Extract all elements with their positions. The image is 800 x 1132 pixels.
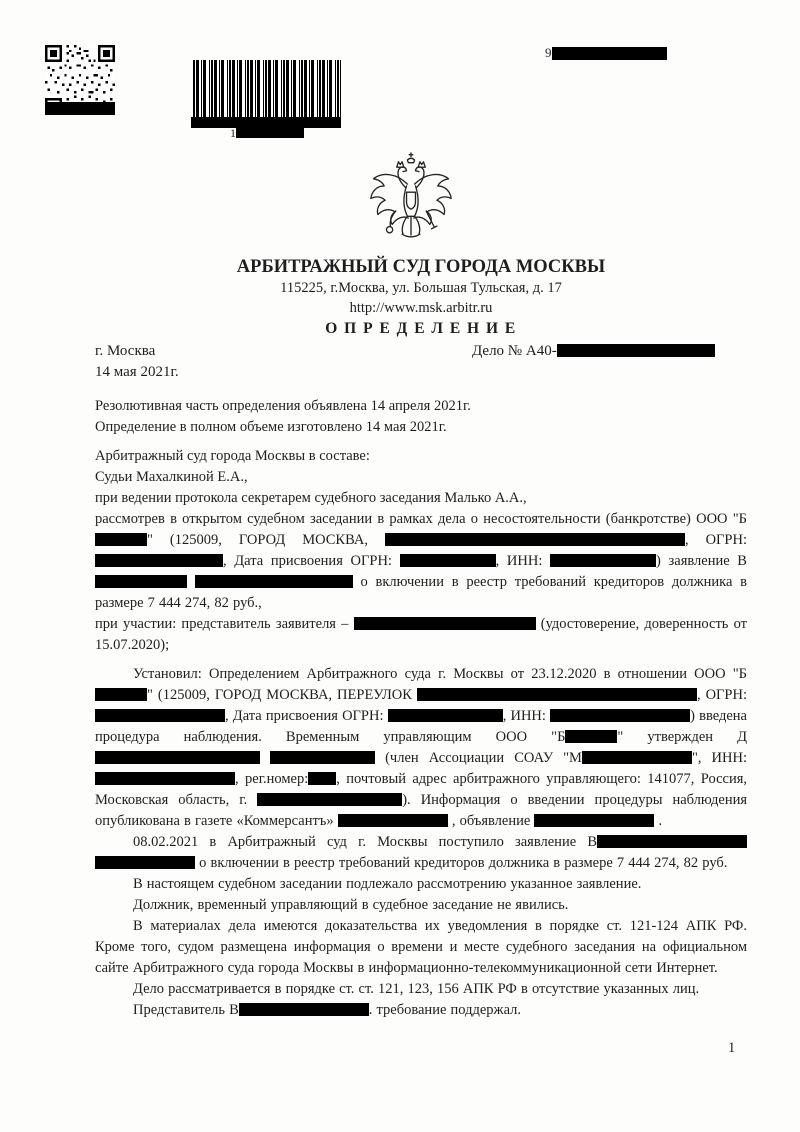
redaction-bar: [95, 772, 235, 785]
place-line: г. Москва: [95, 343, 156, 359]
paragraph: при участии: представитель заявителя – (удостоверение, доверенность от 15.07.2020);: [95, 616, 747, 653]
document-title: О П Р Е Д Е Л Е Н И Е: [325, 320, 517, 337]
redaction-bar: [338, 814, 448, 827]
redaction-bar: [195, 575, 353, 588]
paragraph: Установил: Определением Арбитражного суда г. Москвы от 23.12.2020 в отношении ООО "Б" (125009, ГОРОД МОСКВА, ПЕРЕУЛОК , ОГРН: , Дата присвоения ОГРН: , ИНН: ) введена процедура наблюдения. Временным управляющим ООО "Б " утвержден Д (член Ассоциации СОАУ "М ", ИНН:, рег.номер: , почтовый адрес арбитражного управляющего: 141077, Россия, Московская область, г. ). Информация о введении процедуры наблюдения опубликована в газете «Коммерсантъ» , объявление .: [95, 666, 748, 829]
paragraph: В материалах дела имеются доказательства их уведомления в порядке ст. 121-124 АПК РФ. Кроме того, судом размещена информация о времени и месте судебного заседания на официальном сайте Арбитражного суда города Москвы в информационно-телекоммуникационной сети Интернет.: [95, 918, 747, 976]
barcode-caption-prefix: 1: [230, 126, 236, 140]
redaction-bar: [400, 554, 496, 567]
court-website: http://www.msk.arbitr.ru: [349, 300, 493, 316]
redaction-bar: [95, 554, 223, 567]
page-number: 1: [728, 1040, 736, 1056]
redaction-bar: [95, 575, 187, 588]
redaction-bar: [597, 835, 747, 848]
redaction-bar: [550, 709, 690, 722]
redaction-bar: [308, 772, 336, 785]
paragraph: Резолютивная часть определения объявлена 14 апреля 2021г.: [95, 398, 471, 414]
serial-prefix: 9: [545, 45, 552, 60]
coat-of-arms-icon: [366, 152, 456, 252]
redaction-bar: [95, 856, 195, 869]
redaction-bar: [388, 709, 503, 722]
paragraph: Дело рассматривается в порядке ст. ст. 121, 123, 156 АПК РФ в отсутствие указанных лиц.: [133, 981, 700, 997]
redaction-bar: [239, 1003, 369, 1016]
issue-date: 14 мая 2021г.: [95, 364, 179, 380]
redaction-bar: [354, 617, 536, 630]
redaction-bar: [552, 47, 667, 60]
redaction-bar: [385, 533, 685, 546]
redaction-bar: [95, 533, 147, 546]
paragraph: В настоящем судебном заседании подлежало рассмотрению указанное заявление.: [133, 876, 642, 892]
paragraph: Арбитражный суд города Москвы в составе:: [95, 448, 370, 464]
qr-redaction-bar: [45, 102, 115, 115]
paragraph: Должник, временный управляющий в судебное заседание не явились.: [133, 897, 569, 913]
court-address: 115225, г.Москва, ул. Большая Тульская, д. 17: [280, 280, 562, 296]
place-and-case-row: [95, 340, 747, 362]
redaction-bar: [534, 814, 654, 827]
court-name: АРБИТРАЖНЫЙ СУД ГОРОДА МОСКВЫ: [236, 257, 606, 277]
paragraph: Определение в полном объеме изготовлено 14 мая 2021г.: [95, 419, 447, 435]
paragraph: 08.02.2021 в Арбитражный суд г. Москвы поступило заявление В о включении в реестр требований кредиторов должника в размере 7 444 274, 82 руб.: [95, 832, 747, 874]
redaction-bar: [95, 751, 260, 764]
redaction-bar: [550, 554, 656, 567]
paragraph: рассмотрев в открытом судебном заседании в рамках дела о несостоятельности (банкротстве) ООО "Б" (125009, ГОРОД МОСКВА, , ОГРН: , Дата присвоения ОГРН: , ИНН: ) заявление В о включении в реестр требований кредиторов должника в размере 7 444 274, 82 руб.,: [95, 511, 747, 611]
redaction-bar: [270, 751, 375, 764]
paragraph: при ведении протокола секретарем судебного заседания Малько А.А.,: [95, 490, 527, 506]
redaction-bar: [257, 793, 402, 806]
case-redaction-bar: [557, 344, 715, 357]
paragraph: Представитель В . требование поддержал.: [133, 1002, 521, 1018]
case-number-label: Дело № А40-: [472, 343, 557, 359]
case-number: [472, 340, 715, 362]
redaction-bar: [417, 688, 697, 701]
barcode-caption: [193, 127, 341, 140]
document-body: [95, 396, 747, 1021]
serial-number: [545, 45, 667, 60]
barcode: [193, 60, 341, 117]
redaction-bar: [565, 730, 617, 743]
redaction-bar: [95, 709, 225, 722]
redaction-bar: [95, 688, 147, 701]
redaction-bar: [236, 128, 304, 138]
paragraph: Судьи Махалкиной Е.А.,: [95, 469, 248, 485]
redaction-bar: [582, 751, 692, 764]
document-content: [95, 256, 747, 1021]
